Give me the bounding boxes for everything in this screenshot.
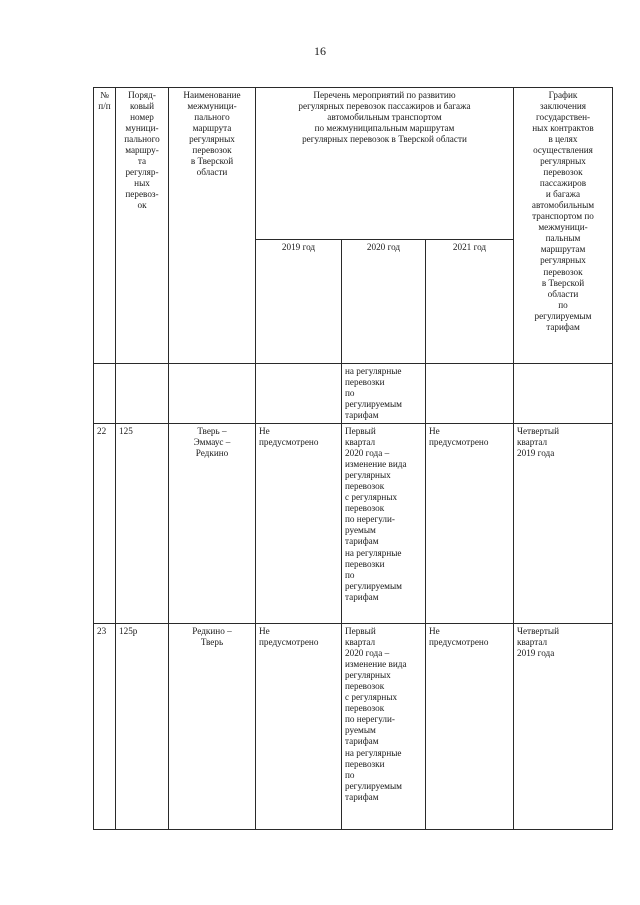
cell-2019: Не предусмотрено [256,624,342,830]
header-route-name: Наименование межмуници- пального маршрута регулярных перевозок в Тверской области [169,88,256,364]
cell-schedule: Четвертый квартал 2019 года [514,624,613,830]
header-num: № п/п [94,88,116,364]
table-row [94,624,613,830]
cell-schedule [514,364,613,424]
cell-route-name: Тверь – Эммаус – Редкино [169,424,256,624]
cell-2021: Не предусмотрено [426,624,514,830]
cell-2021 [426,364,514,424]
header-year-2019: 2019 год [256,240,342,364]
cell-route-number: 125р [116,624,169,830]
header-measures: Перечень мероприятий по развитию регулярных перевозок пассажиров и багажа автомобильным транспортом по межмуниципальным маршрутам регулярных перевозок в Тверской области [256,88,514,240]
cell-2020: на регулярные перевозки по регулируемым тарифам [342,364,426,424]
cell-num: 22 [94,424,116,624]
cell-route-name [169,364,256,424]
header-schedule: График заключения государствен- ных контрактов в целях осуществления регулярных перевозок пассажиров и багажа автомобильным транспортом по межмуници- пальным маршрутам регулярных перевозок в Тверской области по регулируемым тарифам [514,88,613,364]
cell-schedule: Четвертый квартал 2019 года [514,424,613,624]
cell-2020: Первый квартал 2020 года – изменение вида регулярных перевозок с регулярных перевозок по нерегули- руемым тарифам на регулярные перевозки по регулируемым тарифам [342,624,426,830]
header-year-2020: 2020 год [342,240,426,364]
header-year-2021: 2021 год [426,240,514,364]
cell-num [94,364,116,424]
cell-route-number: 125 [116,424,169,624]
cell-2021: Не предусмотрено [426,424,514,624]
header-route-number: Поряд- ковый номер муници- пального маршру- та регуляр- ных перевоз- ок [116,88,169,364]
table-row [94,424,613,624]
cell-2020: Первый квартал 2020 года – изменение вида регулярных перевозок с регулярных перевозок по нерегули- руемым тарифам на регулярные перевозки по регулируемым тарифам [342,424,426,624]
cell-route-number [116,364,169,424]
routes-table [93,87,613,830]
page-number: 16 [314,44,326,58]
cell-route-name: Редкино – Тверь [169,624,256,830]
cell-num: 23 [94,624,116,830]
cell-2019 [256,364,342,424]
table-row-continuation [94,364,613,424]
cell-2019: Не предусмотрено [256,424,342,624]
